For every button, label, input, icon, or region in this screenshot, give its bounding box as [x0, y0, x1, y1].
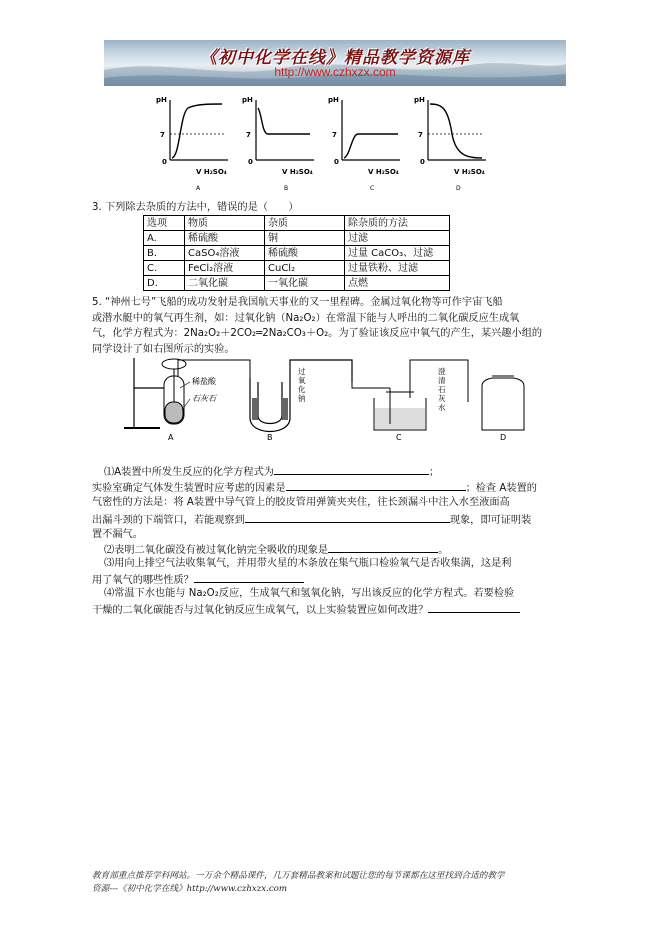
graph-b-zero: 0	[248, 158, 253, 166]
graph-b-seven: 7	[246, 131, 251, 139]
table-cell: 稀硫酸	[185, 231, 265, 246]
sub-question-1c: 气密性的方法是：将 A装置中导气管上的胶皮管用弹簧夹夹住，往长颈漏斗中注入水至液面高	[92, 497, 510, 508]
table-cell: 铜	[265, 231, 345, 246]
q3b-text: 用了氧气的哪些性质？	[92, 575, 194, 586]
question-3-table	[143, 215, 450, 291]
graph-c	[328, 96, 400, 192]
q2-end: 。	[438, 545, 449, 556]
apparatus-letter-a: A	[168, 433, 174, 442]
label-na2o2-4: 钠	[298, 394, 306, 403]
q1d-end: 现象，即可证明装	[449, 515, 532, 526]
sub-question-4b	[92, 601, 520, 619]
table-cell: 过量 CaCO₃、过滤	[345, 246, 450, 261]
apparatus-a	[162, 359, 250, 424]
label-limewater-3: 石	[438, 385, 446, 394]
label-limewater-4: 灰	[438, 394, 446, 403]
graph-c-ylabel: pH	[328, 96, 339, 104]
graph-c-letter: C	[370, 185, 375, 192]
apparatus-letter-c: C	[396, 433, 402, 442]
answer-blank-6[interactable]	[428, 601, 520, 613]
graph-a-zero: 0	[162, 158, 167, 166]
footer-line-1: 教育部重点推荐学科网站。一万余个精品课件，几万套精品教案和试题让您的每节课都在这里找到合适的教学	[92, 871, 505, 881]
sub-question-3a: ⑶用向上排空气法收集氧气，并用带火星的木条放在集气瓶口检验氧气是否收集满，这是利	[104, 558, 512, 569]
q5-line: 同学设计了如右图所示的实验。	[92, 343, 235, 355]
q1d-text: 出漏斗颈的下端管口，若能观察到	[92, 515, 245, 526]
apparatus-letter-b: B	[267, 433, 273, 442]
table-cell: D.	[144, 276, 185, 291]
iron-stand	[124, 358, 164, 428]
graph-c-xlabel: V H₂SO₄	[368, 168, 399, 176]
sub-question-4a: ⑷常温下水也能与 Na₂O₂反应，生成氧气和氢氧化钠，写出该反应的化学方程式。若要检验	[104, 588, 515, 599]
answer-blank-2[interactable]	[286, 479, 466, 491]
table-header-cell: 除杂质的方法	[345, 216, 450, 231]
table-cell: 一氧化碳	[265, 276, 345, 291]
sub-question-1d	[92, 511, 531, 529]
table-cell: 稀硫酸	[265, 246, 345, 261]
ph-graphs	[150, 94, 500, 194]
graph-b	[242, 96, 314, 192]
banner-title: 《初中化学在线》精品教学资源库	[200, 48, 470, 68]
graph-d-ylabel: pH	[414, 96, 425, 104]
graph-b-xlabel: V H₂SO₄	[282, 168, 313, 176]
table-cell: C.	[144, 261, 185, 276]
answer-blank-3[interactable]	[245, 511, 450, 523]
graph-c-zero: 0	[334, 158, 339, 166]
q1b-text: 实验室确定气体发生装置时应考虑的因素是	[92, 483, 286, 494]
question-3-stem: 3. 下列除去杂质的方法中，错误的是（ ）	[92, 202, 299, 213]
graph-b-ylabel: pH	[242, 96, 253, 104]
table-row	[144, 231, 450, 246]
graph-d-zero: 0	[420, 158, 425, 166]
table-cell: CuCl₂	[265, 261, 345, 276]
table-cell: B.	[144, 246, 185, 261]
table-row	[144, 261, 450, 276]
label-limestone: 石灰石	[192, 394, 216, 403]
label-limewater-5: 水	[438, 403, 446, 412]
banner-url[interactable]: http://www.czhxzx.com	[274, 65, 396, 79]
apparatus-d	[468, 376, 524, 430]
experiment-apparatus	[120, 352, 540, 442]
graph-c-seven: 7	[332, 131, 337, 139]
answer-blank-1[interactable]	[274, 463, 429, 475]
q5-line: 气，化学方程式为：2Na₂O₂＋2CO₂═2Na₂CO₃＋O₂。为了验证该反应中氧气的产生，某兴趣小组的	[92, 328, 543, 339]
q5-line: 或潜水艇中的氧气再生剂，如：过氧化钠（Na₂O₂）在常温下能与人呼出的二氧化碳反应生成氧	[92, 312, 520, 324]
table-header-row	[144, 216, 450, 231]
page-footer	[92, 870, 582, 896]
sub-question-1a	[104, 463, 439, 481]
table-header-cell: 选项	[144, 216, 185, 231]
question-5-stem	[92, 295, 542, 357]
answer-blank-5[interactable]	[194, 571, 304, 583]
graph-a-xlabel: V H₂SO₄	[196, 168, 227, 176]
table-cell: 点燃	[345, 276, 450, 291]
sub-question-1b	[92, 479, 537, 497]
graph-a-ylabel: pH	[156, 96, 167, 104]
footer-line-2[interactable]: 资源---《初中化学在线》http://www.czhxzx.com	[92, 884, 288, 894]
graph-a-letter: A	[196, 185, 201, 192]
label-na2o2-2: 氧	[298, 376, 306, 385]
table-cell: FeCl₂溶液	[185, 261, 265, 276]
label-na2o2-1: 过	[298, 367, 306, 376]
table-cell: 过滤	[345, 231, 450, 246]
table-row	[144, 246, 450, 261]
site-banner	[104, 40, 566, 86]
graph-a-seven: 7	[160, 131, 165, 139]
label-na2o2-3: 化	[298, 385, 306, 394]
label-limewater-1: 澄	[438, 367, 446, 376]
label-limewater-2: 清	[438, 376, 446, 385]
table-cell: 二氧化碳	[185, 276, 265, 291]
q5-line: 5. “神州七号”飞船的成功发射是我国航天事业的又一里程碑。金属过氧化物等可作宇宙飞船	[92, 297, 503, 308]
graph-d-xlabel: V H₂SO₄	[454, 168, 485, 176]
apparatus-c	[352, 360, 468, 430]
graph-b-letter: B	[284, 185, 289, 192]
table-cell: 过量铁粉、过滤	[345, 261, 450, 276]
table-row	[144, 276, 450, 291]
answer-blank-4[interactable]	[328, 541, 438, 553]
table-header-cell: 杂质	[265, 216, 345, 231]
q2-text: ⑵表明二氧化碳没有被过氧化钠完全吸收的现象是	[104, 545, 329, 556]
graph-d	[414, 96, 486, 192]
q1a-end: ；	[428, 467, 440, 478]
table-header-cell: 物质	[185, 216, 265, 231]
graph-d-letter: D	[456, 185, 461, 192]
q1b-end: ；检查 A装置的	[465, 483, 537, 494]
graph-d-seven: 7	[418, 131, 423, 139]
q1a-text: ⑴A装置中所发生反应的化学方程式为	[104, 467, 274, 478]
sub-question-1e: 置不漏气。	[92, 529, 143, 540]
table-cell: CaSO₄溶液	[185, 246, 265, 261]
apparatus-letter-d: D	[500, 433, 507, 442]
graph-a	[156, 96, 228, 192]
label-dilute-acid: 稀盐酸	[192, 377, 216, 386]
q4b-text: 干燥的二氧化碳能否与过氧化钠反应生成氧气，以上实验装置应如何改进？	[92, 605, 429, 616]
table-cell: A.	[144, 231, 185, 246]
